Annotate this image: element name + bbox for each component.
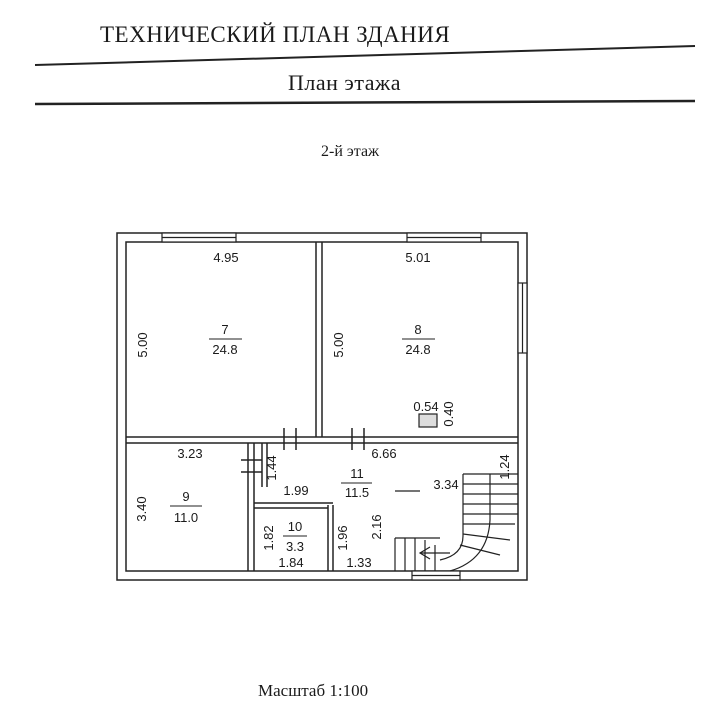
floor-label: 2-й этаж xyxy=(321,143,380,160)
dim-0-54: 0.54 xyxy=(413,399,439,414)
room-9-area: 11.0 xyxy=(173,510,199,525)
room-11-area: 11.5 xyxy=(344,485,370,500)
room-10-area: 3.3 xyxy=(285,539,305,554)
dim-2-16: 2.16 xyxy=(369,514,384,540)
room-8-number: 8 xyxy=(414,322,422,337)
dim-1-96: 1.96 xyxy=(335,525,350,551)
door-marks xyxy=(241,428,364,472)
dim-1-24: 1.24 xyxy=(497,454,512,480)
dim-1-33: 1.33 xyxy=(346,555,372,570)
dim-5-00-mid: 5.00 xyxy=(331,332,346,358)
dim-6-66: 6.66 xyxy=(371,446,397,461)
dim-3-34: 3.34 xyxy=(433,477,459,492)
room-8-area: 24.8 xyxy=(405,342,431,357)
room-7-number: 7 xyxy=(221,322,229,337)
room-10-number: 10 xyxy=(287,519,303,534)
title-rule-top xyxy=(35,46,695,65)
dim-3-40: 3.40 xyxy=(134,496,149,522)
dim-5-01: 5.01 xyxy=(405,250,431,265)
document-subtitle: План этажа xyxy=(288,70,401,95)
room-7-area: 24.8 xyxy=(212,342,238,357)
room-11-number: 11 xyxy=(350,466,364,481)
dim-4-95: 4.95 xyxy=(213,250,239,265)
dim-1-82: 1.82 xyxy=(261,525,276,551)
dim-1-84: 1.84 xyxy=(278,555,304,570)
document-title: ТЕХНИЧЕСКИЙ ПЛАН ЗДАНИЯ xyxy=(100,22,451,47)
dim-3-23: 3.23 xyxy=(177,446,203,461)
dim-0-40: 0.40 xyxy=(441,401,456,427)
scale-label: Масштаб 1:100 xyxy=(258,681,369,700)
room-9-number: 9 xyxy=(182,489,190,504)
dim-1-44: 1.44 xyxy=(264,455,279,481)
title-rule-bottom xyxy=(35,101,695,104)
ventilation-box xyxy=(419,414,437,427)
dim-1-99: 1.99 xyxy=(283,483,309,498)
dim-5-00-left: 5.00 xyxy=(135,332,150,358)
